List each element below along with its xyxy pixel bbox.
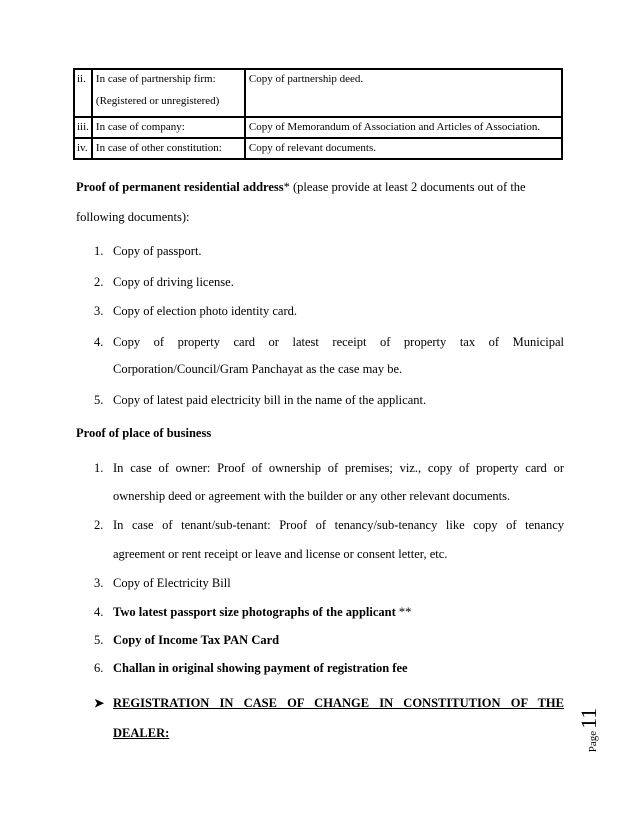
page-number-footer (576, 707, 636, 753)
list-text (113, 605, 564, 620)
table-row (74, 117, 562, 138)
list-number: 2. (94, 518, 104, 532)
list-number: 5. (94, 393, 104, 407)
list-number: 1. (94, 461, 104, 475)
residential-heading-line2: following documents): (76, 210, 190, 224)
page-number: 11 (576, 707, 601, 729)
registration-heading-line1: REGISTRATION IN CASE OF CHANGE IN CONSTITUTION OF THE (113, 696, 564, 710)
list-text-rest: ** (395, 605, 412, 619)
list-number: 1. (94, 244, 104, 258)
list-text: Copy of passport. (113, 244, 202, 258)
row-number: iv. (74, 138, 92, 159)
table-row (74, 138, 562, 159)
list-number: 2. (94, 275, 104, 289)
row-number: ii. (74, 69, 92, 117)
required-document-cell: Copy of Memorandum of Association and Articles of Association. (245, 117, 562, 138)
row-number: iii. (74, 117, 92, 138)
business-place-heading: Proof of place of business (76, 426, 212, 440)
required-document-cell: Copy of relevant documents. (245, 138, 562, 159)
list-text-bold: Two latest passport size photographs of the applicant (113, 605, 396, 619)
list-text: Copy of latest paid electricity bill in the name of the applicant. (113, 393, 427, 407)
required-document-cell: Copy of partnership deed. (245, 69, 562, 117)
constitution-case-cell (92, 69, 245, 117)
constitution-case-cell: In case of company: (92, 117, 245, 138)
list-number: 6. (94, 661, 104, 675)
list-text: Copy of Electricity Bill (113, 576, 231, 590)
list-number: 3. (94, 576, 104, 590)
list-text: In case of tenant/sub-tenant: Proof of tenancy/sub-tenancy like copy of tenancy (113, 518, 564, 532)
residential-heading-bold: Proof of permanent residential address (76, 180, 284, 194)
list-text: Copy of Income Tax PAN Card (113, 633, 280, 647)
registration-heading-line2: DEALER: (113, 726, 170, 740)
list-text: Challan in original showing payment of registration fee (113, 661, 408, 675)
list-number: 5. (94, 633, 104, 647)
list-text-continuation: Corporation/Council/Gram Panchayat as the case may be. (113, 362, 403, 376)
list-text: In case of owner: Proof of ownership of premises; viz., copy of property card or (113, 461, 564, 475)
list-number: 4. (94, 335, 104, 349)
constitution-case-subtext: (Registered or unregistered) (95, 94, 220, 107)
residential-heading-rest: * (please provide at least 2 documents out of the (283, 180, 526, 194)
list-text: Copy of election photo identity card. (113, 304, 297, 318)
list-text: Copy of property card or latest receipt of property tax of Municipal (113, 335, 564, 349)
list-text-continuation: ownership deed or agreement with the builder or any other relevant documents. (113, 489, 511, 503)
list-text: Copy of driving license. (113, 275, 234, 289)
list-number: 4. (94, 605, 104, 619)
residential-address-heading (76, 180, 564, 195)
constitution-case-cell: In case of other constitution: (92, 138, 245, 159)
page-label: Page (587, 730, 599, 753)
constitution-case-text: In case of partnership firm: (95, 73, 216, 85)
table-row (74, 69, 562, 117)
constitution-documents-table (73, 68, 563, 160)
list-number: 3. (94, 304, 104, 318)
arrow-bullet-icon: ➤ (94, 696, 105, 710)
list-text-continuation: agreement or rent receipt or leave and license or consent letter, etc. (113, 547, 448, 561)
